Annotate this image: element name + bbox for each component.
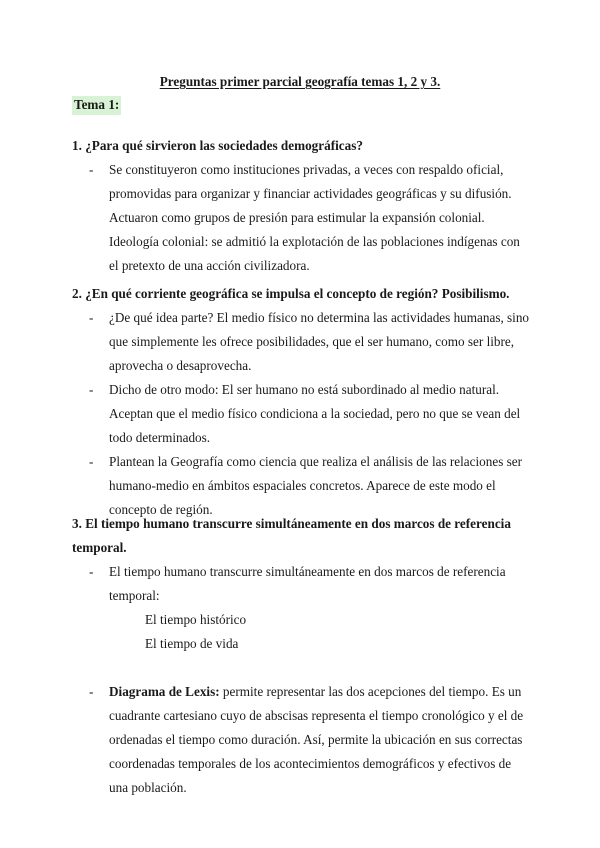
bullet-dash: - — [89, 162, 94, 177]
bullet-dash: - — [89, 382, 94, 397]
question-3-title: 3. El tiempo humano transcurre simultáneamente en dos marcos de referencia temporal. — [72, 516, 511, 555]
question-2-bullets — [72, 306, 532, 522]
bullet-dash: - — [89, 454, 94, 469]
document-title: Preguntas primer parcial geografía temas 1, 2 y 3. — [159, 74, 441, 89]
question-1-section — [72, 134, 532, 278]
bullet-dash: - — [89, 564, 94, 579]
list-item — [72, 378, 532, 450]
bullet-dash: - — [89, 684, 94, 699]
bullet-text: Se constituyeron como instituciones privadas, a veces con respaldo oficial, promovidas para organizar y financiar actividades geográficas y su difusión. Actuaron como grupos de presión para estimular la expansión colonial. Ideología colonial: se admitió la explotación de las poblaciones indígenas con el pretexto de una acción civilizadora. — [109, 162, 520, 273]
spacer — [72, 656, 532, 680]
bullet-dash: - — [89, 310, 94, 325]
question-1-bullets — [72, 158, 532, 278]
list-item — [72, 306, 532, 378]
bullet-text: ¿De qué idea parte? El medio físico no determina las actividades humanas, sino que simplemente les ofrece posibilidades, que el ser humano, como ser libre, aprovecha o desaprovecha. — [109, 310, 530, 373]
tema-heading: Tema 1: — [72, 96, 121, 115]
sub-item-historic-time: El tiempo histórico — [145, 612, 247, 627]
bullet-text: Dicho de otro modo: El ser humano no está subordinado al medio natural. Aceptan que el medio físico condiciona a la sociedad, pero no que se vean del todo determinados. — [109, 382, 521, 445]
question-3-section — [72, 512, 532, 800]
bullet-text: El tiempo humano transcurre simultáneamente en dos marcos de referencia temporal: — [109, 564, 506, 603]
bullet-text: Plantean la Geografía como ciencia que realiza el análisis de las relaciones ser humano-medio en ámbitos espaciales concretos. Aparece de este modo el concepto de región. — [109, 454, 523, 517]
sub-item-life-time: El tiempo de vida — [145, 636, 239, 651]
list-item — [72, 158, 532, 278]
question-2-section — [72, 282, 532, 522]
bullet-text: permite representar las dos acepciones del tiempo. Es un cuadrante cartesiano cuyo de abscisas representa el tiempo cronológico y el de ordenadas el tiempo como duración. Así, permite la ubicación en sus correctas coordenadas temporales de los acontecimientos demográficos y efectivos de una población. — [109, 684, 524, 795]
lexis-term: Diagrama de Lexis: — [109, 684, 220, 699]
question-2-title: 2. ¿En qué corriente geográfica se impulsa el concepto de región? Posibilismo. — [72, 286, 510, 301]
question-1-title: 1. ¿Para qué sirvieron las sociedades demográficas? — [72, 138, 363, 153]
list-item — [72, 560, 532, 608]
list-item — [72, 680, 532, 800]
question-3-bullets-2 — [72, 680, 532, 800]
question-3-bullets — [72, 560, 532, 608]
